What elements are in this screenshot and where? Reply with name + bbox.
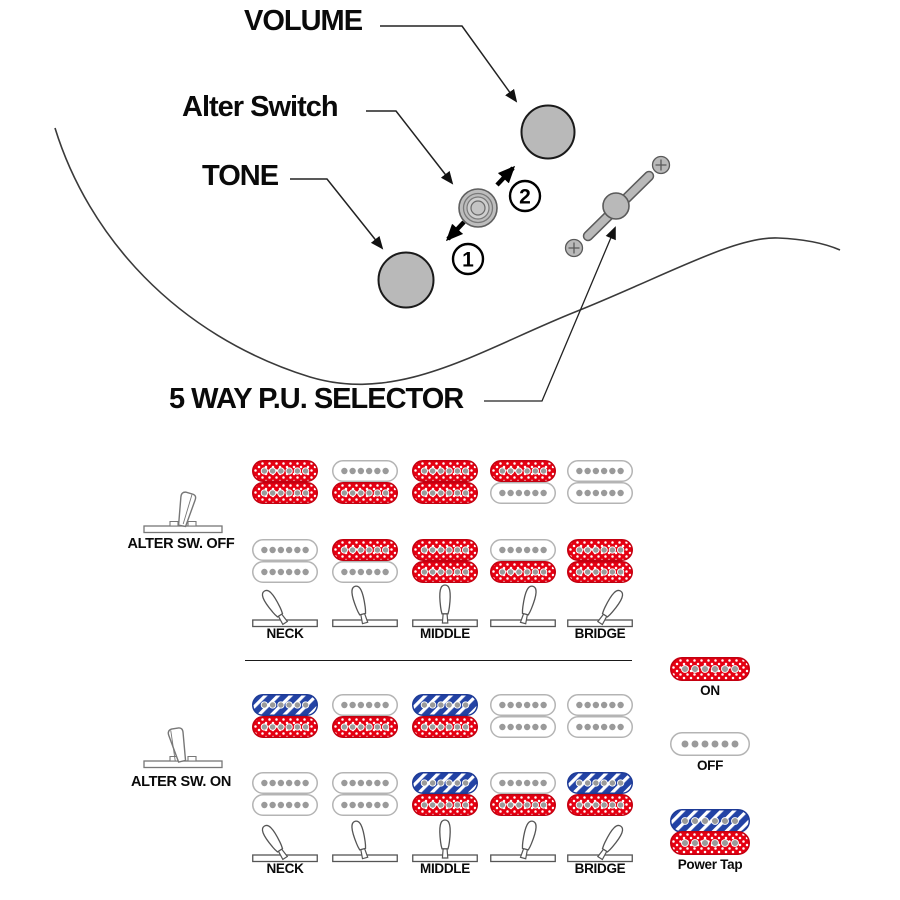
selector-lever xyxy=(252,814,318,866)
pickup-coil-on xyxy=(567,539,633,561)
pickup-coil-on xyxy=(670,657,750,681)
tone-label: TONE xyxy=(202,160,279,192)
pickup-coil-off xyxy=(567,694,633,716)
position-label-middle: MIDDLE xyxy=(420,626,470,641)
pickup-bridge-pos4-off xyxy=(490,539,556,583)
pickup-neck-pos5-off xyxy=(567,460,633,504)
selector-position-2 xyxy=(332,579,398,631)
volume-label: VOLUME xyxy=(244,5,363,37)
pickup-bridge-pos4-on xyxy=(490,772,556,816)
selector-lever xyxy=(490,814,556,866)
pickup-coil-off xyxy=(490,482,556,504)
selector-lever xyxy=(490,579,556,631)
pickup-coil-on xyxy=(567,794,633,816)
selector-lever xyxy=(567,814,633,866)
position-label-neck: NECK xyxy=(266,626,304,641)
position-label-middle: MIDDLE xyxy=(420,861,470,876)
pickup-coil-on xyxy=(252,716,318,738)
svg-text:1: 1 xyxy=(462,248,474,272)
alter-switch-icon-on xyxy=(141,719,225,777)
pickup-coil-off xyxy=(670,732,750,756)
pickup-coil-tap xyxy=(252,694,318,716)
pickup-bridge-pos1-on xyxy=(252,772,318,816)
pickup-neck-pos4-on xyxy=(490,694,556,738)
selector-position-3 xyxy=(412,579,478,631)
pickup-coil-off xyxy=(332,794,398,816)
pickup-neck-pos1-on xyxy=(252,694,318,738)
selector-lever xyxy=(412,579,478,631)
pickup-coil-on xyxy=(670,831,750,855)
legend-entry xyxy=(662,809,758,872)
pickup-bridge-pos5-off xyxy=(567,539,633,583)
pickup-coil-off xyxy=(567,716,633,738)
legend-entry xyxy=(662,732,758,773)
pickup-coil-off xyxy=(252,539,318,561)
pickup-neck-pos4-off xyxy=(490,460,556,504)
alter-toggle-off-icon xyxy=(141,484,225,542)
pickup-coil-off xyxy=(332,772,398,794)
position-label-neck: NECK xyxy=(266,861,304,876)
pickup-coil-off xyxy=(252,772,318,794)
section-label-off: ALTER SW. OFF xyxy=(127,536,235,552)
legend-label: Power Tap xyxy=(677,857,743,872)
legend-label: ON xyxy=(700,683,720,698)
pickup-bridge-pos2-off xyxy=(332,539,398,583)
pickup-coil-on xyxy=(412,716,478,738)
pickup-neck-pos5-on xyxy=(567,694,633,738)
pickup-coil-tap xyxy=(567,772,633,794)
pickup-neck-pos2-on xyxy=(332,694,398,738)
legend-entry xyxy=(662,657,758,698)
pickup-coil-on xyxy=(252,460,318,482)
alter-toggle-on-icon xyxy=(141,719,225,777)
pickup-coil-on xyxy=(332,716,398,738)
pickup-coil-on xyxy=(332,482,398,504)
pickup-coil-on xyxy=(412,539,478,561)
selector-lever xyxy=(412,814,478,866)
selector-label: 5 WAY P.U. SELECTOR xyxy=(169,383,464,415)
position-label-bridge: BRIDGE xyxy=(574,626,626,641)
pickup-coil-off xyxy=(567,482,633,504)
svg-text:2: 2 xyxy=(519,185,531,209)
pickup-coil-off xyxy=(332,694,398,716)
pickup-bridge-pos3-on xyxy=(412,772,478,816)
pickup-neck-pos3-off xyxy=(412,460,478,504)
pickup-bridge-pos1-off xyxy=(252,539,318,583)
pickup-coil-tap xyxy=(412,694,478,716)
pickup-neck-pos2-off xyxy=(332,460,398,504)
selector-position-4 xyxy=(490,814,556,866)
alter-switch-icon-off xyxy=(141,484,225,542)
pickup-coil-off xyxy=(490,772,556,794)
pickup-coil-off xyxy=(490,539,556,561)
selector-lever xyxy=(252,579,318,631)
alter-switch-label: Alter Switch xyxy=(182,91,338,123)
selector-position-4 xyxy=(490,579,556,631)
position-label-bridge: BRIDGE xyxy=(574,861,626,876)
pickup-coil-on xyxy=(412,460,478,482)
selector-lever xyxy=(332,814,398,866)
pickup-coil-tap xyxy=(412,772,478,794)
selector-lever xyxy=(567,579,633,631)
pickup-bridge-pos3-off xyxy=(412,539,478,583)
pickup-bridge-pos2-on xyxy=(332,772,398,816)
pickup-coil-off xyxy=(332,460,398,482)
pickup-coil-off xyxy=(252,794,318,816)
selector-position-3 xyxy=(412,814,478,866)
selector-position-1 xyxy=(252,579,318,631)
pickup-bridge-pos5-on xyxy=(567,772,633,816)
pickup-coil-on xyxy=(490,460,556,482)
section-label-on: ALTER SW. ON xyxy=(130,774,232,790)
pickup-coil-on xyxy=(412,482,478,504)
selector-position-5 xyxy=(567,814,633,866)
pickup-neck-pos1-off xyxy=(252,460,318,504)
selector-lever xyxy=(332,579,398,631)
pickup-coil-tap xyxy=(670,809,750,833)
pickup-coil-off xyxy=(490,716,556,738)
pickup-coil-on xyxy=(252,482,318,504)
selector-position-5 xyxy=(567,579,633,631)
pickup-neck-pos3-on xyxy=(412,694,478,738)
selector-position-2 xyxy=(332,814,398,866)
pickup-coil-on xyxy=(332,539,398,561)
pickup-coil-off xyxy=(490,694,556,716)
pickup-coil-off xyxy=(567,460,633,482)
pickup-coil-on xyxy=(412,794,478,816)
selector-position-1 xyxy=(252,814,318,866)
pickup-coil-on xyxy=(490,794,556,816)
legend-label: OFF xyxy=(696,758,724,773)
